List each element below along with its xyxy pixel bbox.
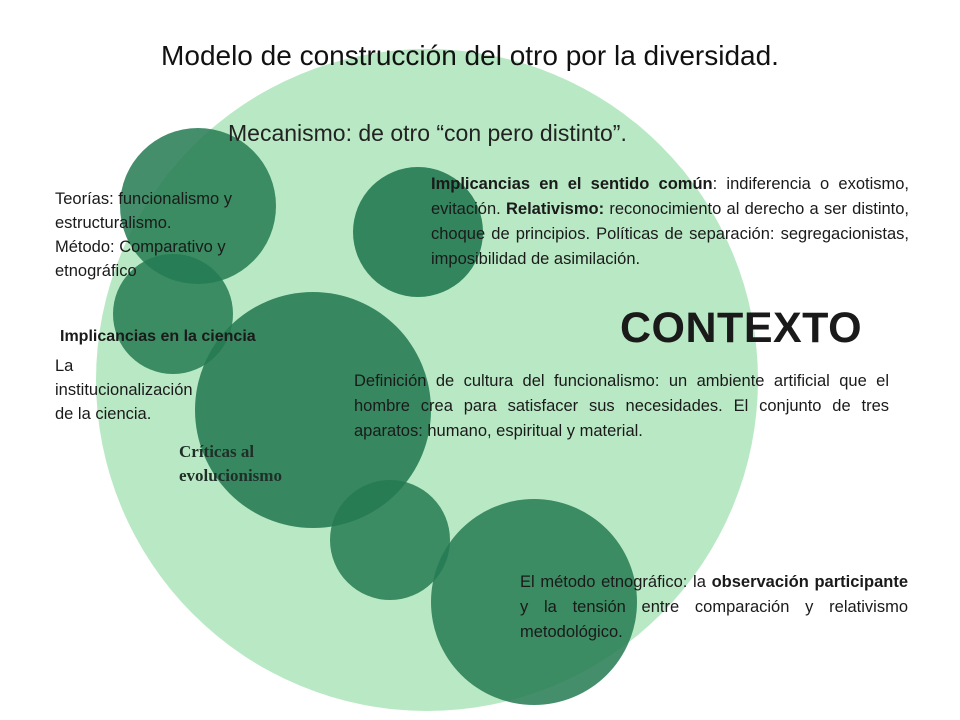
theories-line: estructuralismo. [55,214,172,232]
participant-observation: observación participante [711,573,909,591]
critiques-line: evolucionismo [179,466,282,485]
critiques-line: Críticas al [179,442,255,461]
common-sense-text [431,172,909,272]
page-title: Modelo de construcción del otro por la diversidad. [161,40,779,71]
link-circle [330,480,450,600]
common-sense-body: : indiferencia o exotismo, evitación. [431,175,910,218]
theories-line: Teorías: funcionalismo y [55,190,232,208]
ethnographic-intro: El método etnográfico: la [520,573,712,591]
science-line: institucionalización [55,381,193,399]
ethnographic-tail: y la tensión entre comparación y relativismo metodológico. [520,598,908,641]
science-text [55,354,255,426]
culture-definition: Definición de cultura del funcionalismo: un ambiente artificial que el hombre crea para satisfacer sus necesidades. El conjunto de tres aparatos: humano, espiritual y material. [354,372,889,440]
relativism-body: reconocimiento al derecho a ser distinto, choque de principios. Políticas de separación: segregacionistas, imposibilidad de asimilación. [431,200,910,268]
ethnographic-method-text [520,570,908,645]
context-label: CONTEXTO [620,304,863,352]
science-heading: Implicancias en la ciencia [60,328,256,345]
science-line: de la ciencia. [55,405,152,423]
relativism-label: Relativismo: [505,200,605,218]
theories-text [55,187,295,283]
method-line: Método: Comparativo y [55,238,226,256]
mechanism-subtitle: Mecanismo: de otro “con pero distinto”. [228,120,627,146]
science-line: La [55,357,74,375]
critiques-label [179,440,282,488]
method-line: etnográfico [55,262,137,280]
common-sense-heading: Implicancias en el sentido común [431,175,713,193]
